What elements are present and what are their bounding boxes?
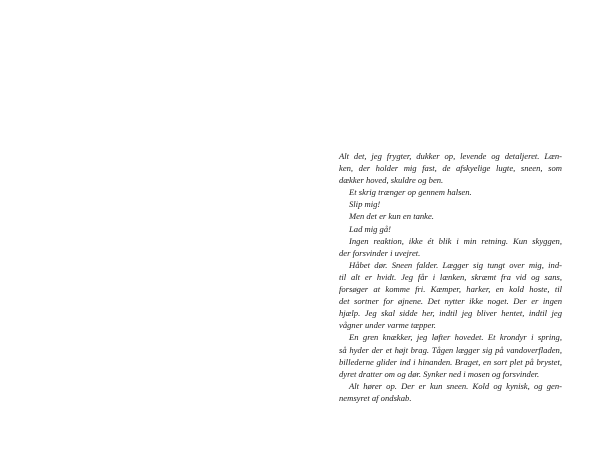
- text-line: Ingen reaktion, ikke ét blik i min retning. Kun skyggen,: [349, 235, 562, 246]
- text-line: Et skrig trænger op gennem halsen.: [349, 187, 472, 198]
- text-line: Men det er kun en tanke.: [349, 211, 434, 222]
- text-line: vågner under varme tæpper.: [339, 320, 436, 331]
- text-line: nemsyret af ondskab.: [339, 392, 412, 403]
- text-line: der forsvinder i uvejret.: [339, 247, 421, 258]
- text-line: Lad mig gå!: [349, 223, 392, 234]
- text-line: Håbet dør. Sneen falder. Lægger sig tungt over mig, ind-: [349, 259, 562, 270]
- text-line: til alt er hvidt. Jeg får i lænken, skræmt fra vid og sans,: [339, 271, 562, 282]
- text-line: så hyder der et højt brag. Tågen lægger sig på vandoverfladen,: [339, 344, 562, 355]
- text-line: Alt det, jeg frygter, dukker op, levende og detaljeret. Læn-: [339, 151, 562, 161]
- text-line: ken, der holder mig fast, de afskyelige lugte, sneen, som: [339, 163, 562, 174]
- text-line: forsøger at komme fri. Kæmper, harker, en kold hoste, til: [339, 284, 562, 295]
- text-line: Alt hører op. Der er kun sneen. Kold og kynisk, og gen-: [349, 380, 562, 391]
- text-line: billederne glider ind i hinanden. Braget, en sort plet på brystet,: [339, 356, 562, 367]
- body-text: [339, 150, 562, 404]
- text-line: det sortner for øjnene. Det nytter ikke noget. Der er ingen: [339, 296, 562, 307]
- text-line: dækker hoved, skuldre og ben.: [339, 175, 444, 186]
- text-line: En gren knækker, jeg løfter hovedet. Et krondyr i spring,: [349, 332, 562, 343]
- text-line: dyret dratter om og dør. Synker ned i mosen og forsvinder.: [339, 368, 540, 379]
- text-line: hjælp. Jeg skal sidde her, indtil jeg bliver hentet, indtil jeg: [339, 308, 562, 319]
- text-line: Slip mig!: [349, 199, 381, 210]
